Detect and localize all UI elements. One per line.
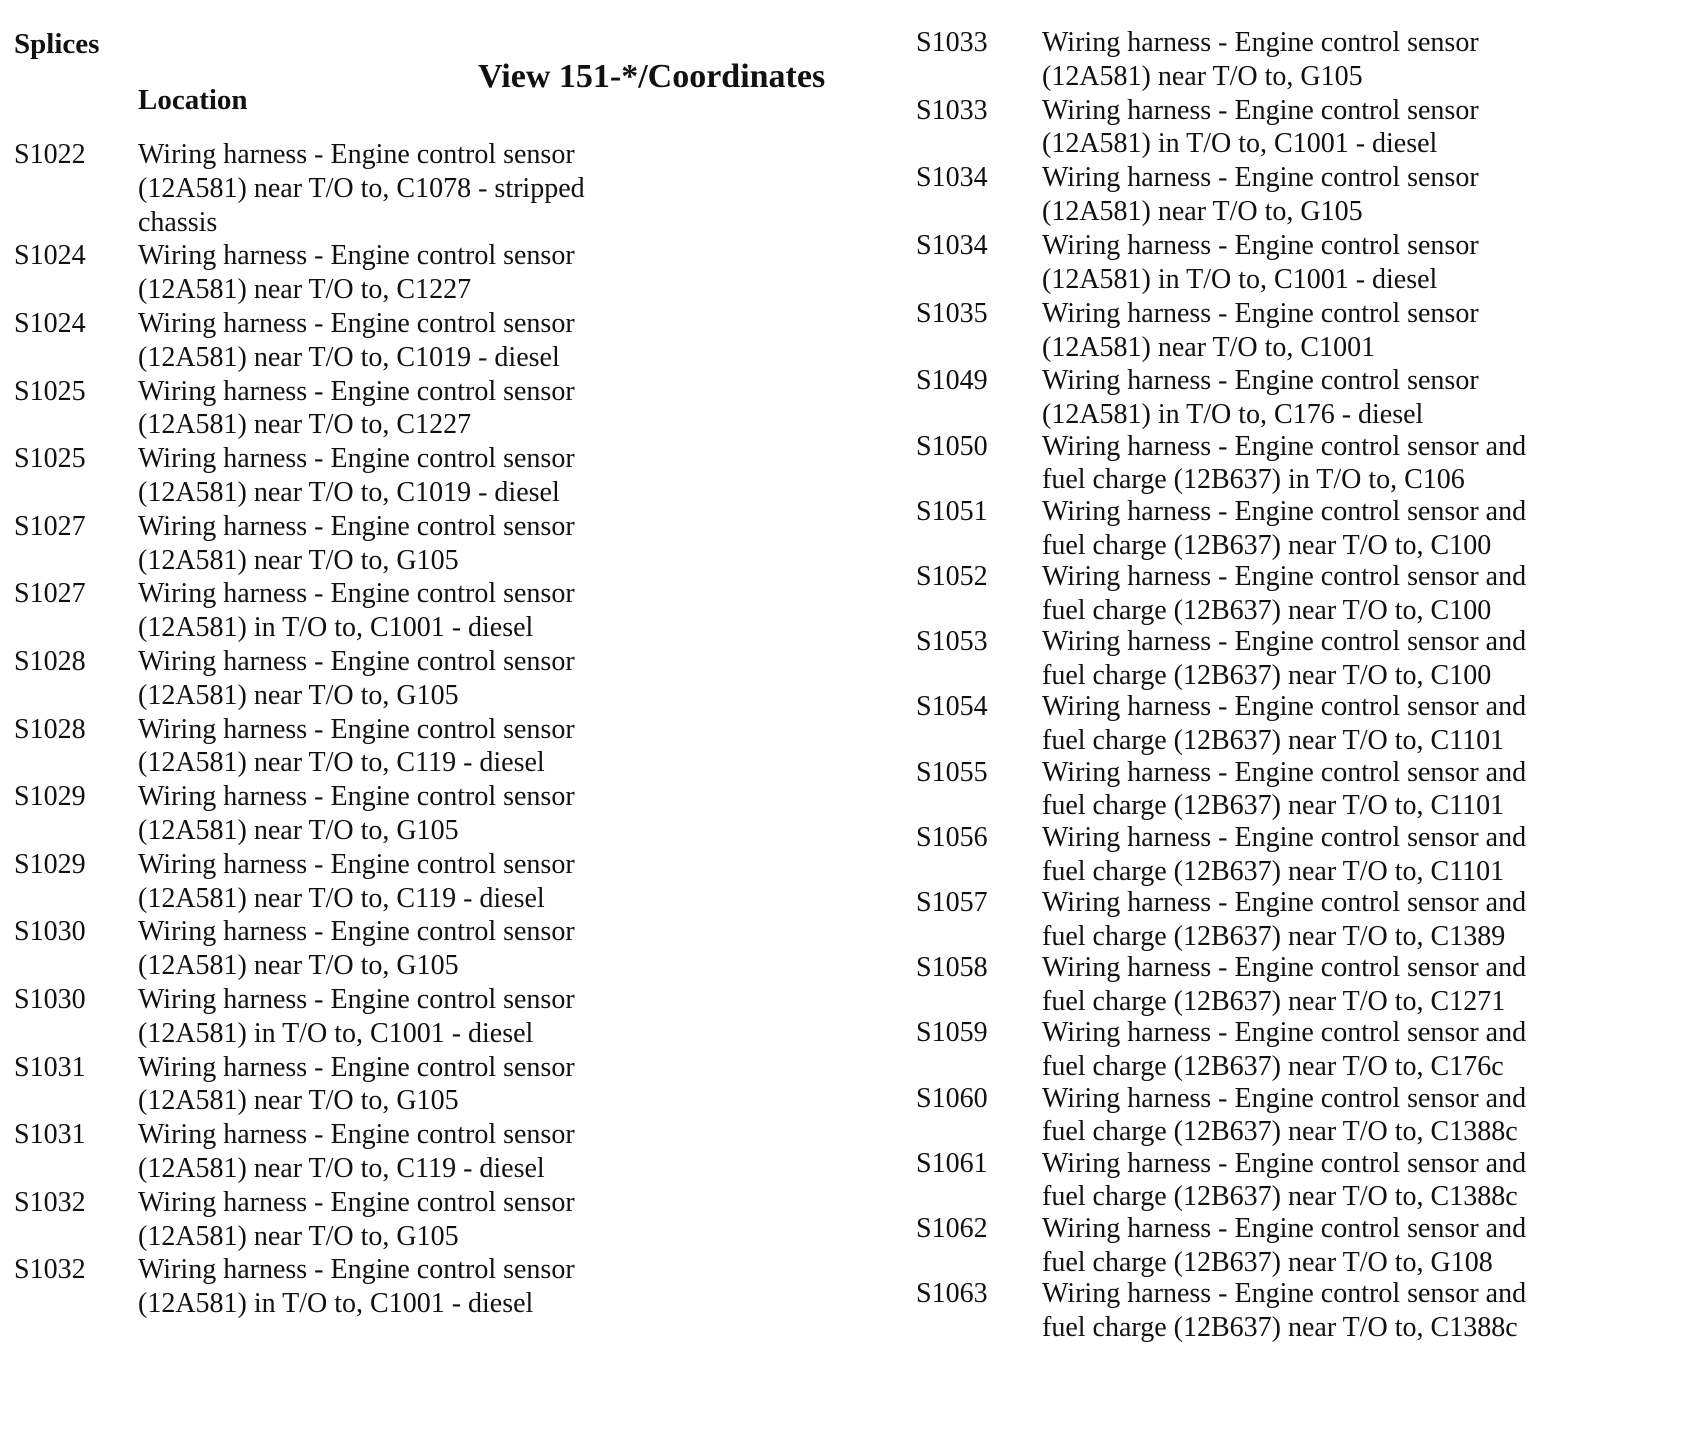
section-title-splices: Splices: [14, 28, 100, 60]
splice-code: S1022: [14, 139, 86, 170]
splice-code: S1057: [916, 886, 988, 918]
splice-location-line: (12A581) near T/O to, G105: [138, 679, 459, 711]
splice-location-line: Wiring harness - Engine control sensor: [1042, 297, 1479, 329]
splice-entry: [14, 138, 894, 239]
splice-code: S1053: [916, 626, 988, 658]
splice-entry: [14, 239, 894, 307]
splice-code: S1058: [916, 952, 988, 984]
splice-location-line: Wiring harness - Engine control sensor and: [1042, 1017, 1527, 1049]
splice-location: [1042, 1082, 1682, 1150]
splice-location: [138, 138, 688, 239]
splice-entry: [916, 756, 1676, 821]
splice-location: [1042, 94, 1682, 162]
splice-location-line: Wiring harness - Engine control sensor and: [1042, 561, 1527, 592]
splice-location: [1042, 625, 1682, 693]
splice-location: [1042, 1212, 1682, 1280]
splice-entry: [14, 780, 894, 848]
splice-entry: [916, 94, 1676, 162]
splice-location: [1042, 26, 1682, 94]
splice-location-line: (12A581) near T/O to, G105: [1042, 196, 1363, 228]
splice-location: [138, 307, 688, 375]
splice-location-line: Wiring harness - Engine control sensor: [138, 443, 575, 475]
splice-location-line: fuel charge (12B637) near T/O to, C1101: [1042, 790, 1505, 822]
splice-location-line: Wiring harness - Engine control sensor: [1042, 230, 1479, 262]
splice-code: S1055: [916, 756, 988, 788]
splice-code: S1028: [14, 713, 86, 745]
splice-location: [1042, 297, 1682, 365]
splice-entry: [916, 821, 1676, 886]
splice-location-line: Wiring harness - Engine control sensor and: [1042, 1278, 1527, 1310]
splice-list-left-column: [14, 138, 894, 1321]
splice-location-line: (12A581) near T/O to, G105: [138, 1220, 459, 1252]
splice-entry: [14, 1051, 894, 1119]
splice-code: S1027: [14, 578, 86, 610]
splice-location-line: Wiring harness - Engine control sensor: [138, 1051, 575, 1083]
splice-location: [1042, 886, 1682, 954]
splice-location: [138, 645, 688, 713]
splice-location-line: Wiring harness - Engine control sensor and: [1042, 821, 1527, 853]
splice-code: S1030: [14, 916, 86, 948]
splice-entry: [916, 364, 1676, 429]
splice-entry: [916, 1147, 1676, 1212]
splice-location-line: fuel charge (12B637) near T/O to, C1389: [1042, 920, 1506, 952]
splice-code: S1031: [14, 1119, 86, 1151]
splice-entry: [916, 229, 1676, 297]
splice-entry: [916, 26, 1676, 94]
splice-location-line: Wiring harness - Engine control sensor and: [1042, 1082, 1527, 1114]
splice-location-line: Wiring harness - Engine control sensor and: [1042, 430, 1527, 462]
splice-location: [138, 375, 688, 443]
splice-location-line: Wiring harness - Engine control sensor: [138, 781, 575, 813]
splice-entry: [14, 375, 894, 443]
splice-entry: [916, 1016, 1676, 1081]
splice-location-line: fuel charge (12B637) near T/O to, C1388c: [1042, 1181, 1518, 1213]
splice-location-line: (12A581) near T/O to, C1001: [1042, 331, 1376, 363]
splice-location-line: Wiring harness - Engine control sensor: [138, 1186, 575, 1218]
splice-entry: [14, 442, 894, 510]
splice-code: S1061: [916, 1147, 988, 1179]
splice-location-line: Wiring harness - Engine control sensor: [1042, 162, 1479, 194]
splice-location: [138, 1051, 688, 1119]
splice-entry: [14, 1186, 894, 1254]
splice-location-line: fuel charge (12B637) near T/O to, C1101: [1042, 725, 1505, 757]
splice-code: S1025: [14, 443, 86, 475]
splice-location: [138, 510, 688, 578]
splice-entry: [14, 307, 894, 375]
splice-location-line: (12A581) near T/O to, G105: [138, 814, 459, 846]
splice-entry: [916, 886, 1676, 951]
splice-location: [1042, 560, 1682, 628]
splice-code: S1059: [916, 1017, 988, 1049]
splice-code: S1024: [14, 307, 86, 339]
view-coordinates-heading: View 151-*/Coordinates: [478, 58, 826, 95]
splice-code: S1035: [916, 297, 988, 329]
splice-code: S1032: [14, 1186, 86, 1218]
splice-location: [1042, 430, 1682, 498]
splice-location-line: (12A581) near T/O to, C1019 - diesel: [138, 341, 560, 373]
splice-code: S1029: [14, 848, 86, 880]
splice-entry: [916, 690, 1676, 755]
splice-entry: [916, 625, 1676, 690]
splice-entry: [14, 848, 894, 916]
splice-location-line: fuel charge (12B637) near T/O to, C1388c: [1042, 1311, 1518, 1343]
splice-code: S1031: [14, 1051, 86, 1083]
splice-location-line: Wiring harness - Engine control sensor: [138, 1119, 575, 1151]
splice-location-line: fuel charge (12B637) near T/O to, C100: [1042, 594, 1492, 626]
splice-location: [138, 983, 688, 1051]
splice-code: S1051: [916, 495, 988, 527]
splice-location-line: fuel charge (12B637) near T/O to, C1101: [1042, 855, 1505, 887]
splice-entry: [916, 297, 1676, 365]
splice-code: S1027: [14, 510, 86, 542]
splice-entry: [916, 1212, 1676, 1277]
splice-location-line: Wiring harness - Engine control sensor: [1042, 94, 1479, 126]
splice-location-line: Wiring harness - Engine control sensor: [138, 1254, 575, 1286]
splice-location-line: fuel charge (12B637) near T/O to, G108: [1042, 1246, 1493, 1278]
splice-entry: [916, 1277, 1676, 1342]
splice-location: [138, 848, 688, 916]
splice-entry: [14, 1253, 894, 1321]
splice-location: [138, 713, 688, 781]
splice-code: S1032: [14, 1254, 86, 1286]
splice-location-line: (12A581) near T/O to, C119 - diesel: [138, 1152, 545, 1184]
splice-location-line: Wiring harness - Engine control sensor: [138, 645, 575, 677]
splice-location: [1042, 1277, 1682, 1345]
splice-location-line: Wiring harness - Engine control sensor and: [1042, 952, 1527, 984]
splice-location-line: (12A581) in T/O to, C1001 - diesel: [138, 1288, 534, 1320]
splice-location: [1042, 495, 1682, 563]
splice-list-right-column: [916, 26, 1676, 1342]
splice-location-line: Wiring harness - Engine control sensor: [138, 916, 575, 948]
splice-location-line: Wiring harness - Engine control sensor: [138, 713, 575, 745]
splice-location-line: Wiring harness - Engine control sensor: [138, 983, 575, 1015]
splice-code: S1062: [916, 1212, 988, 1244]
splice-location-line: (12A581) near T/O to, C1227: [138, 409, 472, 441]
splice-location-line: fuel charge (12B637) near T/O to, C176c: [1042, 1051, 1504, 1083]
splice-code: S1034: [916, 230, 988, 262]
splice-location-line: fuel charge (12B637) in T/O to, C106: [1042, 464, 1465, 496]
splice-location: [1042, 364, 1682, 432]
splice-location: [1042, 821, 1682, 889]
splice-location-line: (12A581) in T/O to, C176 - diesel: [1042, 399, 1424, 431]
splice-location: [1042, 951, 1682, 1019]
splice-location-line: Wiring harness - Engine control sensor: [138, 510, 575, 542]
splice-entry: [14, 1118, 894, 1186]
splice-location-line: Wiring harness - Engine control sensor and: [1042, 691, 1527, 723]
splice-location: [138, 577, 688, 645]
splice-entry: [14, 713, 894, 781]
splice-location: [138, 1118, 688, 1186]
splice-location-line: chassis: [138, 206, 218, 238]
splice-code: S1060: [916, 1082, 988, 1114]
splice-code: S1028: [14, 645, 86, 677]
splice-location-line: (12A581) near T/O to, G105: [138, 544, 459, 576]
splice-location-line: Wiring harness - Engine control sensor: [138, 848, 575, 880]
splice-code: S1056: [916, 821, 988, 853]
splice-location: [1042, 161, 1682, 229]
column-header-location: Location: [138, 84, 248, 116]
splice-location-line: (12A581) near T/O to, G105: [138, 950, 459, 982]
splice-location-line: Wiring harness - Engine control sensor and: [1042, 1147, 1527, 1179]
splice-entry: [14, 645, 894, 713]
splice-location: [138, 1186, 688, 1254]
splice-location-line: (12A581) near T/O to, C1078 - stripped: [138, 172, 585, 204]
splice-entry: [916, 560, 1676, 625]
splice-entry: [14, 510, 894, 578]
splice-location-line: fuel charge (12B637) near T/O to, C100: [1042, 529, 1492, 561]
splice-code: S1063: [916, 1278, 988, 1310]
splice-code: S1050: [916, 430, 988, 462]
splice-location-line: Wiring harness - Engine control sensor: [138, 578, 575, 610]
splice-location-line: Wiring harness - Engine control sensor and: [1042, 626, 1527, 658]
splice-location: [1042, 229, 1682, 297]
splice-location: [1042, 756, 1682, 824]
splice-location-line: fuel charge (12B637) near T/O to, C1271: [1042, 985, 1506, 1017]
splice-code: S1024: [14, 240, 86, 272]
splice-location-line: Wiring harness - Engine control sensor and: [1042, 1212, 1527, 1244]
splice-entry: [916, 1082, 1676, 1147]
splice-code: S1025: [14, 375, 86, 407]
splice-code: S1033: [916, 27, 988, 58]
splice-location-line: (12A581) in T/O to, C1001 - diesel: [1042, 263, 1438, 295]
splice-code: S1034: [916, 162, 988, 194]
splice-location-line: (12A581) near T/O to, C119 - diesel: [138, 747, 545, 779]
splice-location-line: Wiring harness - Engine control sensor: [138, 240, 575, 272]
splice-location-line: Wiring harness - Engine control sensor and: [1042, 886, 1527, 918]
splice-location-line: fuel charge (12B637) near T/O to, C1388c: [1042, 1116, 1518, 1148]
splice-location: [138, 239, 688, 307]
splice-location-line: (12A581) near T/O to, G105: [1042, 60, 1363, 92]
splice-entry: [14, 983, 894, 1051]
splice-location-line: (12A581) in T/O to, C1001 - diesel: [138, 1017, 534, 1049]
splice-code: S1054: [916, 691, 988, 723]
splice-location: [138, 1253, 688, 1321]
splice-code: S1052: [916, 561, 988, 592]
splice-location-line: (12A581) near T/O to, C1227: [138, 274, 472, 306]
splice-location-line: Wiring harness - Engine control sensor and: [1042, 495, 1527, 527]
splice-location-line: Wiring harness - Engine control sensor: [1042, 27, 1479, 58]
splice-location-line: (12A581) near T/O to, C1019 - diesel: [138, 476, 560, 508]
splice-code: S1029: [14, 781, 86, 813]
splice-code: S1033: [916, 94, 988, 126]
splice-location: [1042, 1147, 1682, 1215]
splice-entry: [916, 430, 1676, 495]
splice-location: [1042, 690, 1682, 758]
splice-location-line: (12A581) in T/O to, C1001 - diesel: [138, 612, 534, 644]
splice-location-line: fuel charge (12B637) near T/O to, C100: [1042, 659, 1492, 691]
splice-location-line: Wiring harness - Engine control sensor: [138, 139, 575, 170]
splice-entry: [14, 577, 894, 645]
splice-location-line: Wiring harness - Engine control sensor: [138, 375, 575, 407]
splice-location-line: Wiring harness - Engine control sensor: [1042, 365, 1479, 397]
splice-location-line: (12A581) in T/O to, C1001 - diesel: [1042, 128, 1438, 160]
splice-location: [1042, 1016, 1682, 1084]
splice-entry: [916, 161, 1676, 229]
splice-code: S1030: [14, 983, 86, 1015]
splice-entry: [916, 495, 1676, 560]
splice-location: [138, 442, 688, 510]
splice-location: [138, 915, 688, 983]
splice-location-line: (12A581) near T/O to, C119 - diesel: [138, 882, 545, 914]
splice-location: [138, 780, 688, 848]
splice-entry: [916, 951, 1676, 1016]
splice-location-line: Wiring harness - Engine control sensor and: [1042, 756, 1527, 788]
splice-code: S1049: [916, 365, 988, 397]
splice-location-line: (12A581) near T/O to, G105: [138, 1085, 459, 1117]
splice-location-line: Wiring harness - Engine control sensor: [138, 307, 575, 339]
splice-entry: [14, 915, 894, 983]
